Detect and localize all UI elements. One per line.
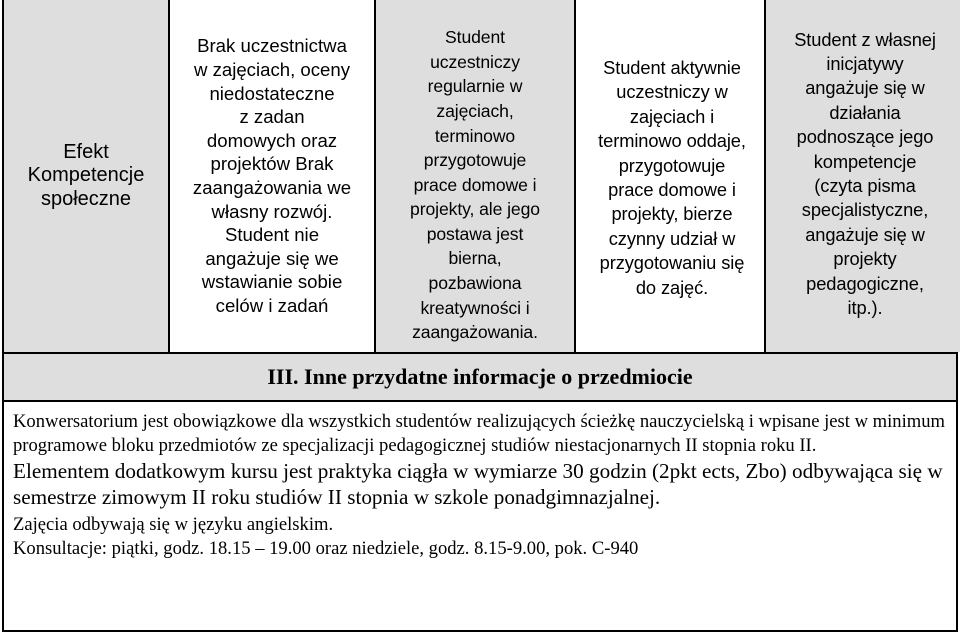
grade-text-4: Student z własnej inicjatywy angażuje się w działania podnoszące jego kompetencje (czyta pisma specjalistyczne, angażuje się w projekty pedagogiczne, itp.).: [794, 28, 936, 319]
notes-box: [2, 400, 958, 632]
grade-cell-4: [770, 0, 960, 352]
note-paragraph-4: Konsultacje: piątki, godz. 18.15 – 19.00 oraz niedziele, godz. 8.15-9.00, pok. C-940: [13, 538, 639, 559]
note-paragraph-2: Elementem dodatkowym kursu jest praktyka ciągła w wymiarze 30 godzin (2pkt ects, Zbo) odbywająca się w semestrze zimowym II roku studiów II stopnia w szkole ponadgimnazjalnej.: [13, 459, 943, 509]
grade-text-3: Student aktywnie uczestniczy w zajęciach i terminowo oddaje, przygotowuje prace domowe i projekty, bierze czynny udział w przygotowaniu się do zajęć.: [598, 56, 746, 298]
row-label-cell: [4, 0, 168, 352]
grade-cell-3: [580, 0, 764, 352]
grade-text-1: Brak uczestnictwa w zajęciach, oceny niedostateczne z zadan domowych oraz projektów Brak zaangażowania we własny rozwój. Student nie angażuje się we wstawianie sobie celów i zadań: [192, 35, 352, 316]
row-label: Efekt Kompetencje społeczne: [27, 140, 145, 210]
section-heading-bar: [2, 352, 958, 402]
grade-cell-1: [174, 0, 370, 352]
grade-text-2: Student uczestniczy regularnie w zajęciach, terminowo przygotowuje prace domowe i projekty, ale jego postawa jest bierna, pozbawiona kreatywności i zaangażowania.: [410, 27, 540, 343]
note-paragraph-3: Zajęcia odbywają się w języku angielskim.: [13, 514, 334, 535]
note-paragraph-1: Konwersatorium jest obowiązkowe dla wszystkich studentów realizujących ścieżkę nauczycielską i wpisane jest w minimum programowe bloku przedmiotów ze specjalizacji pedagogicznej studiów niestacjonarnych II stopnia roku II.: [13, 411, 945, 456]
grading-table-row: [2, 0, 960, 352]
section-heading: III. Inne przydatne informacje o przedmiocie: [267, 364, 693, 389]
grade-cell-2: [380, 0, 570, 352]
